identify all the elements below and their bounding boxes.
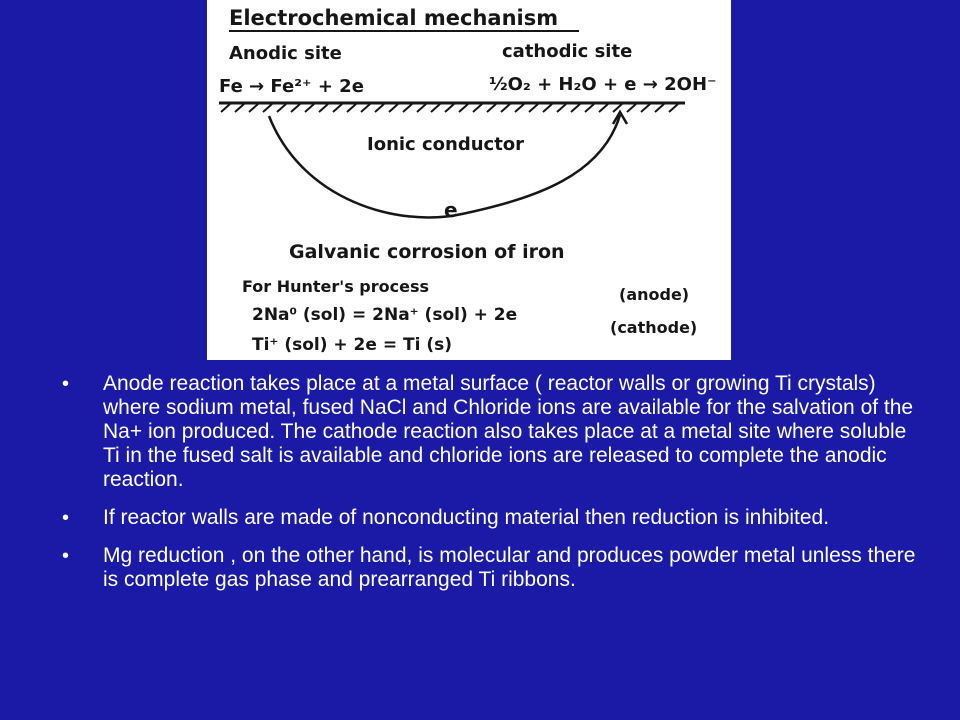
anodic-reaction: Fe → Fe²⁺ + 2e (219, 76, 364, 97)
hunter-equation-1: 2Na⁰ (sol) = 2Na⁺ (sol) + 2e (252, 305, 518, 325)
bullet-icon: • (62, 545, 70, 567)
figure-title: Electrochemical mechanism (229, 6, 559, 30)
hunter-equation-1-note: (anode) (619, 285, 690, 304)
surface-hatching (221, 104, 678, 112)
ionic-conductor-label: Ionic conductor (367, 134, 525, 155)
figure-caption: Galvanic corrosion of iron (289, 241, 565, 263)
bullet-text: If reactor walls are made of nonconducting material then reduction is inhibited. (103, 506, 830, 529)
hunter-process-label: For Hunter's process (242, 277, 430, 296)
bullet-text: Mg reduction , on the other hand, is molecular and produces powder metal unless there is complete gas phase and prearranged Ti ribbons. (103, 544, 916, 591)
bullet-item (62, 544, 922, 592)
electron-label: e (444, 198, 458, 222)
bullet-text: Anode reaction takes place at a metal surface ( reactor walls or growing Ti crystals) where sodium metal, fused NaCl and Chloride ions are available for the salvation of the Na+ ion produced. The cathode reaction also takes place at a metal site where soluble Ti in the fused salt is available and chloride ions are released to complete the anodic reaction. (103, 372, 914, 491)
bullet-icon: • (62, 507, 70, 529)
cathodic-reaction: ½O₂ + H₂O + e → 2OH⁻ (489, 74, 717, 95)
figure-svg (207, 0, 731, 360)
hunter-equation-2: Ti⁺ (sol) + 2e = Ti (s) (252, 335, 452, 355)
hunter-equation-2-note: (cathode) (610, 318, 698, 337)
anodic-site-label: Anodic site (229, 43, 342, 64)
cathodic-site-label: cathodic site (502, 41, 633, 62)
handwritten-figure (207, 0, 731, 360)
bullet-item (62, 506, 922, 530)
bullet-list (62, 372, 922, 606)
bullet-item (62, 372, 922, 492)
bullet-icon: • (62, 373, 70, 395)
